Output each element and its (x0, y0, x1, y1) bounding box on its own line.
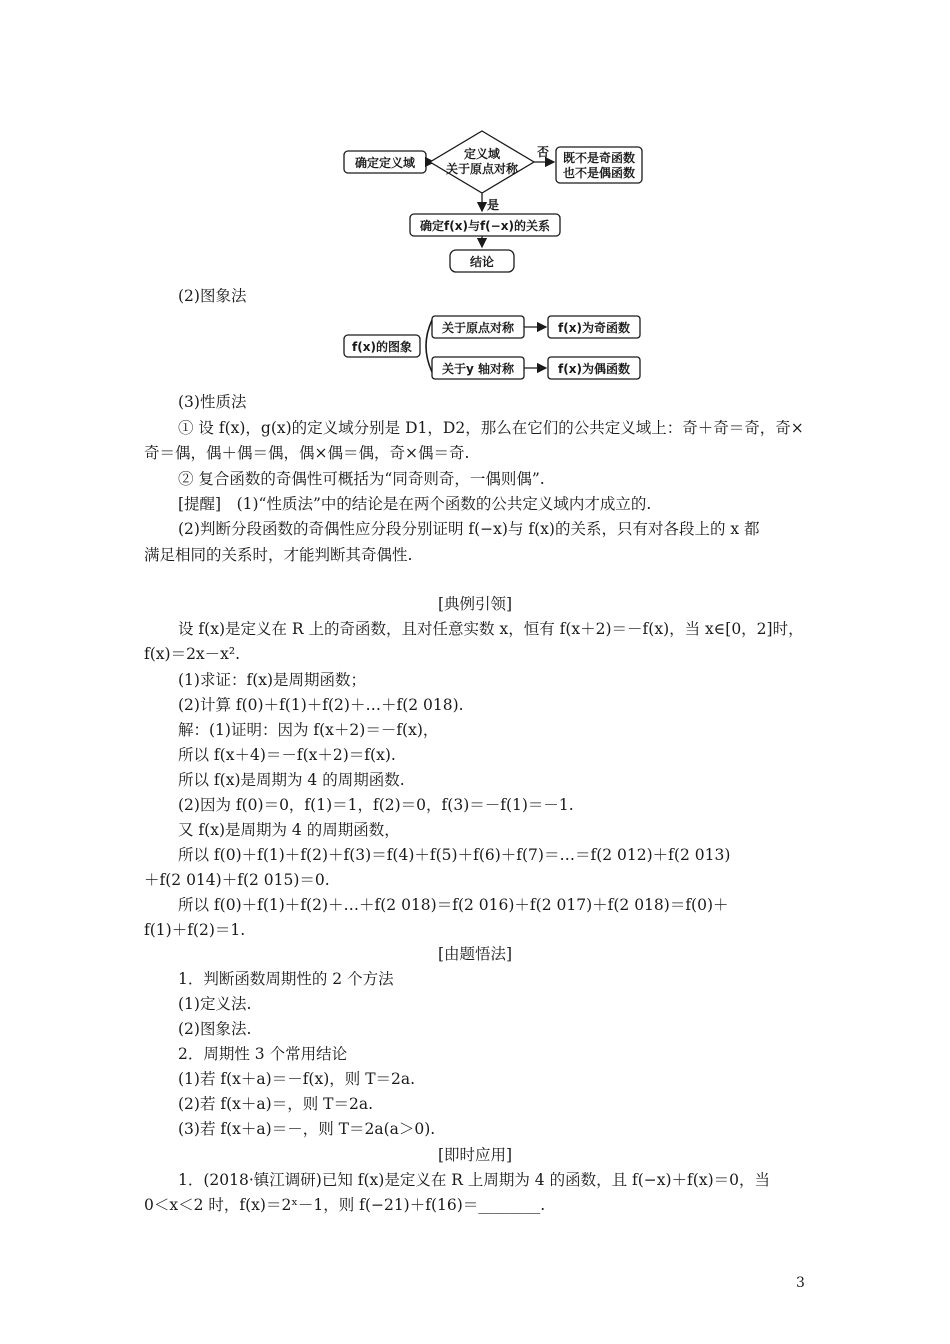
example-q2: f(x)＝2x－x². (144, 645, 241, 663)
solution-s2: 所以 f(x＋4)＝－f(x＋2)＝f(x). (178, 746, 396, 764)
example-q4: (2)计算 f(0)＋f(1)＋f(2)＋…＋f(2 018). (178, 696, 464, 714)
insight-i7: (3)若 f(x＋a)＝－，则 T＝2a(a＞0). (178, 1120, 436, 1138)
method3-p1a: ① 设 f(x)，g(x)的定义域分别是 D1，D2，那么在它们的公共定义域上：奇＋奇＝奇，奇× (178, 419, 804, 437)
flow-end-label: 结论 (469, 255, 495, 269)
solution-s5: 又 f(x)是周期为 4 的周期函数， (178, 821, 400, 839)
tip-2b: 满足相同的关系时，才能判断其奇偶性. (144, 546, 413, 564)
method3-title: (3)性质法 (178, 393, 247, 411)
insight-i1: 1．判断函数周期性的 2 个方法 (178, 970, 394, 988)
flow-yes-label: 是 (486, 198, 500, 212)
solution-s1: 解：(1)证明：因为 f(x＋2)＝－f(x)， (178, 721, 439, 739)
insight-heading: [由题悟法] (437, 945, 513, 963)
flow-no-label: 否 (536, 145, 550, 159)
solution-s6: 所以 f(0)＋f(1)＋f(2)＋f(3)＝f(4)＋f(5)＋f(6)＋f(7)＝…＝f(2 012)＋f(2 013) (178, 846, 731, 864)
flow-decision-line2: 关于原点对称 (445, 162, 519, 176)
tip-1: [提醒] (1)“性质法”中的结论是在两个函数的公共定义域内才成立的. (178, 495, 652, 513)
method3-p2: ② 复合函数的奇偶性可概括为“同奇则奇，一偶则偶”. (178, 470, 545, 488)
flow-no-result-line1: 既不是奇函数 (562, 151, 636, 165)
graph-start-label: f(x)的图象 (352, 340, 412, 354)
page-number: 3 (796, 1275, 805, 1291)
graph-branch2-label: 关于y 轴对称 (441, 362, 515, 376)
solution-s9: f(1)＋f(2)＝1. (144, 921, 246, 939)
insight-i5: (1)若 f(x＋a)＝－f(x)，则 T＝2a. (178, 1070, 416, 1088)
graph-method-diagram (340, 312, 650, 384)
solution-s8: 所以 f(0)＋f(1)＋f(2)＋…＋f(2 018)＝f(2 016)＋f(2 017)＋f(2 018)＝f(0)＋ (178, 896, 729, 914)
insight-i2: (1)定义法. (178, 995, 252, 1013)
apply-a1: 1．(2018·镇江调研)已知 f(x)是定义在 R 上周期为 4 的函数，且 f(−x)＋f(x)＝0，当 (178, 1171, 770, 1189)
tip-2a: (2)判断分段函数的奇偶性应分段分别证明 f(−x)与 f(x)的关系，只有对各段上的 x 都 (178, 520, 760, 538)
apply-heading: [即时应用] (437, 1146, 513, 1164)
example-heading: [典例引领] (437, 595, 513, 613)
graph-branch1-label: 关于原点对称 (441, 321, 515, 335)
flow-start-label: 确定定义域 (354, 156, 416, 170)
flow-step-label: 确定f(x)与f(−x)的关系 (420, 219, 550, 233)
solution-s7: ＋f(2 014)＋f(2 015)＝0. (144, 871, 330, 889)
insight-i3: (2)图象法. (178, 1020, 252, 1038)
insight-i6: (2)若 f(x＋a)＝，则 T＝2a. (178, 1095, 373, 1113)
graph-result2-label: f(x)为偶函数 (558, 362, 630, 376)
apply-a2: 0＜x＜2 时，f(x)＝2ˣ－1，则 f(−21)＋f(16)＝________. (144, 1196, 546, 1214)
method2-title: (2)图象法 (178, 287, 247, 305)
parity-flowchart (330, 125, 660, 275)
example-q1: 设 f(x)是定义在 R 上的奇函数，且对任意实数 x，恒有 f(x＋2)＝－f(x)，当 x∈[0，2]时， (178, 620, 804, 638)
example-q3: (1)求证：f(x)是周期函数； (178, 671, 367, 689)
graph-result1-label: f(x)为奇函数 (558, 321, 630, 335)
method3-p1b: 奇＝偶，偶＋偶＝偶，偶×偶＝偶，奇×偶＝奇. (144, 444, 470, 462)
solution-s4: (2)因为 f(0)＝0，f(1)＝1，f(2)＝0，f(3)＝－f(1)＝－1. (178, 796, 574, 814)
flow-no-result-line2: 也不是偶函数 (562, 166, 636, 180)
insight-i4: 2．周期性 3 个常用结论 (178, 1045, 348, 1063)
solution-s3: 所以 f(x)是周期为 4 的周期函数. (178, 771, 405, 789)
flow-decision-line1: 定义域 (463, 147, 501, 161)
